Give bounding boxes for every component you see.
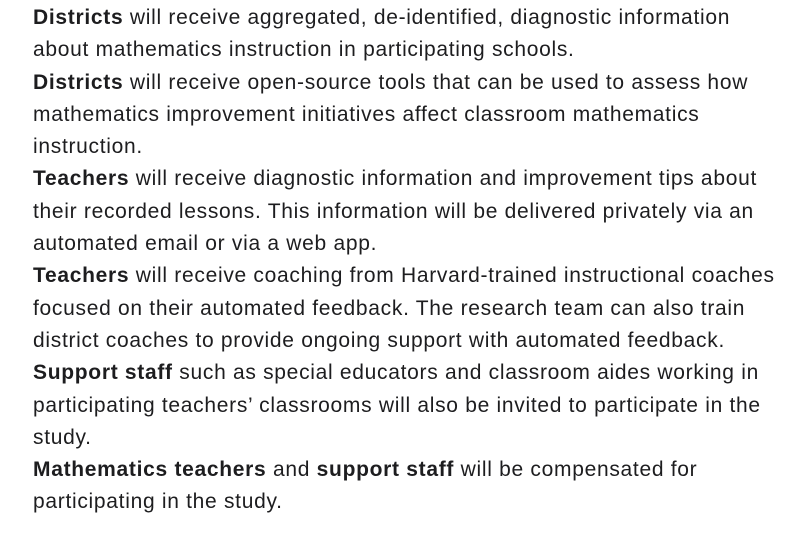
- bold-text-segment: Support staff: [33, 361, 173, 385]
- bullet-column: [0, 2, 33, 67]
- list-item: [0, 2, 781, 67]
- bullet-column: [0, 260, 33, 357]
- list-item: [0, 454, 781, 519]
- list-item-text: [33, 260, 781, 357]
- list-item-text: [33, 454, 781, 519]
- list-item-text: [33, 67, 781, 164]
- bold-text-segment: support staff: [316, 458, 455, 482]
- regular-text-segment: will receive aggregated, de-identified, diagnostic information about mathematics instruction in participating schools.: [33, 6, 731, 62]
- regular-text-segment: such as special educators and classroom aides working in participating teachers’ classrooms will also be invited to participate in the study.: [33, 361, 761, 449]
- bullet-column: [0, 454, 33, 519]
- list-item-text: [33, 163, 781, 260]
- list-item: [0, 357, 781, 454]
- bold-text-segment: Teachers: [33, 167, 130, 191]
- regular-text-segment: and: [266, 458, 317, 482]
- list-item: [0, 260, 781, 357]
- regular-text-segment: will be compensated for participating in the study.: [33, 458, 698, 514]
- bold-text-segment: Teachers: [33, 264, 130, 288]
- bold-text-segment: Districts: [33, 6, 124, 29]
- regular-text-segment: will receive coaching from Harvard-trained instructional coaches focused on their automated feedback. The research team can also train district coaches to provide ongoing support with automated feedback.: [33, 264, 775, 352]
- bullet-column: [0, 67, 33, 164]
- bullet-column: [0, 163, 33, 260]
- list-item-text: [33, 357, 781, 454]
- bullet-column: [0, 357, 33, 454]
- list-item-text: [33, 2, 781, 67]
- regular-text-segment: will receive diagnostic information and improvement tips about their recorded lessons. This information will be delivered privately via an automated email or via a web app.: [33, 167, 757, 256]
- list-item: [0, 163, 781, 260]
- list-item: [0, 67, 781, 164]
- regular-text-segment: will receive open-source tools that can be used to assess how mathematics improvement initiatives affect classroom mathematics instruction.: [33, 70, 749, 159]
- bold-text-segment: Mathematics teachers: [33, 458, 267, 482]
- bold-text-segment: Districts: [33, 70, 124, 94]
